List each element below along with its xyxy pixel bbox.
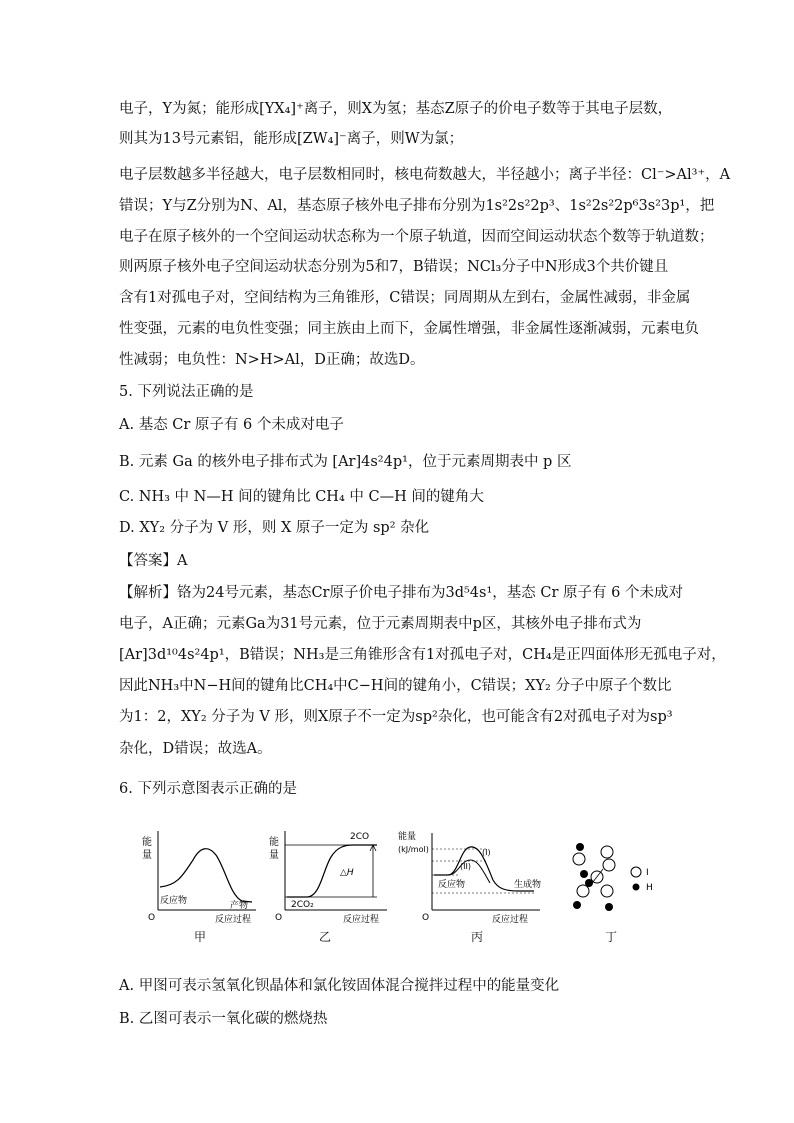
figure-bing	[398, 825, 543, 944]
i-atom	[577, 885, 589, 897]
question-5-analysis-line: 因此NH₃中N−H间的键角比CH₄中C−H间的键角小，C错误；XY₂ 分子中原子个数比	[119, 678, 672, 694]
question-5-option-c: C. NH₃ 中 N—H 间的键角比 CH₄ 中 C—H 间的键角大	[119, 489, 484, 505]
question-6-stem: 6. 下列示意图表示正确的是	[119, 781, 297, 797]
i-atom	[601, 885, 613, 897]
y-label: 量	[142, 850, 152, 861]
reactant-label: 反应物	[160, 896, 188, 906]
text-line: 电子，Y为氮；能形成[YX₄]⁺离子，则X为氢；基态Z原子的价电子数等于其电子层数，	[119, 101, 673, 117]
text-line: 性变强，元素的电负性变强；同主族由上而下，金属性增强，非金属性逐渐减弱，元素电负	[119, 321, 699, 337]
text-line: 则两原子核外电子空间运动状态分别为5和7，B错误；NCl₃分子中N形成3个共价键且	[119, 259, 669, 275]
origin-label: O	[148, 913, 156, 923]
y-label: 能	[269, 837, 279, 848]
text-line: 含有1对孤电子对，空间结构为三角锥形，C错误；同周期从左到右，金属性减弱，非金属	[119, 290, 691, 306]
text-line: 电子层数越多半径越大，电子层数相同时，核电荷数越大，半径越小；离子半径：Cl⁻>Al³⁺，A	[119, 167, 731, 183]
bottom-level-label: 2CO₂	[291, 900, 314, 910]
question-5-stem: 5. 下列说法正确的是	[119, 384, 254, 400]
figure-caption: 乙	[319, 930, 332, 944]
h-atom	[605, 903, 613, 911]
text-line: 错误；Y与Z分别为N、Al，基态原子核外电子排布分别为1s²2s²2p³、1s²2s²2p⁶3s²3p¹，把	[119, 198, 715, 214]
h-atom	[573, 901, 581, 909]
y-label: 能	[142, 837, 152, 848]
origin-label: O	[422, 913, 430, 923]
product-label: 产物	[230, 901, 249, 911]
figure-ding	[565, 825, 665, 944]
question-5-analysis-line: [Ar]3d¹⁰4s²4p¹，B错误；NH₃是三角锥形含有1对孤电子对，CH₄是正四面体形无孤电子对，	[119, 647, 726, 663]
i-atom	[603, 859, 615, 871]
question-5-analysis-line: 电子，A正确；元素Ga为31号元素，位于元素周期表中p区，其核外电子排布式为	[119, 616, 642, 632]
reactant-label: 反应物	[438, 880, 466, 890]
text-line: 电子在原子核外的一个空间运动状态称为一个原子轨道，因而空间运动状态个数等于轨道数；	[119, 229, 714, 245]
energy-diagram-yi	[265, 825, 390, 925]
figure-jia	[138, 825, 258, 944]
top-level-label: 2CO	[350, 832, 370, 842]
x-label: 反应过程	[492, 915, 529, 925]
i-atom	[573, 853, 585, 865]
curve-label: (I)	[482, 848, 491, 857]
x-label: 反应过程	[343, 915, 380, 925]
question-5-option-a: A. 基态 Cr 原子有 6 个未成对电子	[119, 417, 344, 433]
figure-caption: 丁	[605, 930, 618, 944]
figure-caption: 丙	[471, 930, 484, 944]
x-label: 反应过程	[215, 915, 252, 925]
legend-h-symbol	[633, 884, 640, 891]
question-6-option-b: B. 乙图可表示一氧化碳的燃烧热	[119, 1011, 328, 1027]
legend-h-label: H	[646, 883, 653, 893]
question-5-option-d: D. XY₂ 分子为 V 形，则 X 原子一定为 sp² 杂化	[119, 520, 430, 536]
y-label: (kJ/mol)	[398, 845, 429, 854]
h-atom	[576, 843, 584, 851]
question-5-analysis-line: 为1：2，XY₂ 分子为 V 形，则X原子不一定为sp²杂化，也可能含有2对孤电子对为sp³	[119, 709, 673, 725]
curve-label: (II)	[460, 862, 471, 871]
question-5-analysis-line: 杂化，D错误；故选A。	[119, 741, 272, 757]
energy-diagram-bing	[398, 825, 543, 925]
origin-label: O	[275, 913, 283, 923]
y-label: 量	[269, 850, 279, 861]
question-5-answer: 【答案】A	[119, 553, 188, 569]
delta-h-label: △H	[340, 868, 354, 878]
figure-yi	[265, 825, 390, 944]
h-atom	[580, 870, 588, 878]
legend-i-symbol	[631, 867, 641, 877]
figure-caption: 甲	[194, 930, 207, 944]
legend-i-label: I	[646, 868, 649, 878]
product-label: 生成物	[514, 880, 542, 890]
question-5-analysis-line: 【解析】铬为24号元素，基态Cr原子价电子排布为3d⁵4s¹，基态 Cr 原子有 6 个未成对	[119, 585, 683, 601]
text-line: 则其为13号元素铝，能形成[ZW₄]⁻离子，则W为氯；	[119, 131, 464, 147]
energy-diagram-jia	[138, 825, 258, 925]
question-6-option-a: A. 甲图可表示氢氧化钡晶体和氯化铵固体混合搅拌过程中的能量变化	[119, 978, 560, 994]
question-5-option-b: B. 元素 Ga 的核外电子排布式为 [Ar]4s²4p¹，位于元素周期表中 p 区	[119, 454, 572, 470]
i-atom	[601, 846, 613, 858]
text-line: 性减弱；电负性：N>H>Al，D正确；故选D。	[119, 352, 425, 368]
y-label: 能量	[398, 832, 417, 842]
particle-diagram-ding	[565, 825, 665, 925]
